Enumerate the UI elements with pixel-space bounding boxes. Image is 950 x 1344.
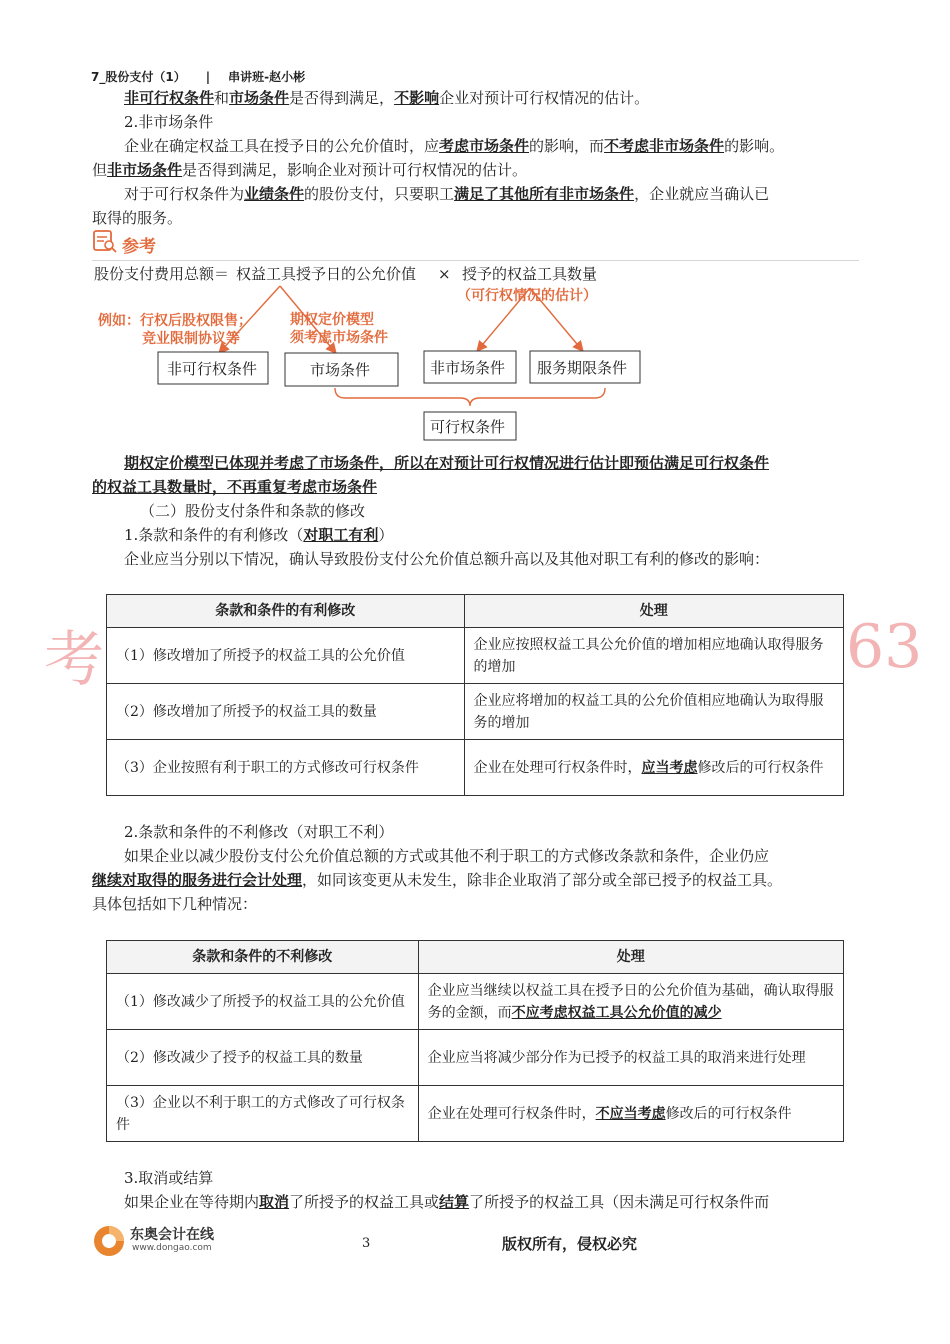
unfavorable-modification-table [106, 940, 844, 1142]
reference-label: 参考 [122, 237, 156, 257]
cell-treatment [418, 1086, 843, 1142]
model-line-2: 须考虑市场条件 [290, 330, 388, 346]
text: 是否得到满足， [289, 89, 395, 107]
text: 是否得到满足，影响企业对预计可行权情况的估计。 [182, 161, 528, 179]
note-line-2: 的权益工具数量时，不再重复考虑市场条件 [92, 478, 378, 496]
brand-name: 东奥会计在线 [130, 1227, 214, 1243]
sub-2-line-1: 如果企业以减少股份支付公允价值总额的方式或其他不利于职工的方式修改条款和条件，企业仍应 [124, 847, 770, 865]
term-no-effect: 不影响 [394, 89, 440, 107]
course-name: 串讲班-赵小彬 [228, 70, 306, 84]
section-2-title: 2.非市场条件 [124, 113, 214, 131]
sub-3-line-1 [124, 1190, 769, 1214]
text: 如果企业在等待期内 [124, 1193, 260, 1211]
watermark-right: 63 [846, 612, 923, 682]
text: 企业在处理可行权条件时， [427, 1105, 596, 1122]
reference-divider [92, 260, 859, 261]
table-row [107, 1030, 844, 1086]
term: 业绩条件 [244, 185, 305, 203]
cell-treatment [464, 628, 843, 684]
term: 对职工有利 [303, 526, 379, 544]
text: 了所授予的权益工具（因未满足可行权条件而 [469, 1193, 770, 1211]
text: 企业在处理可行权条件时， [473, 759, 642, 776]
para-2-line-2 [92, 158, 527, 182]
example-line-1: 例如：行权后股权限售； [98, 313, 252, 329]
cell-condition: （1）修改减少了所授予的权益工具的公允价值 [107, 974, 419, 1030]
vesting-diagram [90, 262, 650, 442]
text: 对于可行权条件为 [124, 185, 245, 203]
cell-treatment [418, 1030, 843, 1086]
column-header: 处理 [464, 595, 843, 628]
table-row [107, 740, 844, 796]
text: 的影响。 [724, 137, 785, 155]
text: ） [378, 526, 394, 544]
term: 考虑市场条件 [439, 137, 530, 155]
term: 不应当考虑 [595, 1105, 666, 1122]
text: 但 [92, 161, 108, 179]
text: 了所授予的权益工具或 [289, 1193, 440, 1211]
formula-fair-value: 权益工具授予日的公允价值 [236, 265, 417, 283]
page-header [91, 68, 305, 85]
page-number: 3 [362, 1236, 371, 1251]
cell-condition: （2）修改增加了所授予的权益工具的数量 [107, 684, 465, 740]
cell-treatment [418, 974, 843, 1030]
box-nonmarket-label: 非市场条件 [430, 359, 506, 377]
box-nonvesting-label: 非可行权条件 [167, 360, 258, 378]
text: 企业对预计可行权情况的估计。 [439, 89, 650, 107]
table-row [107, 974, 844, 1030]
term-market: 市场条件 [229, 89, 290, 107]
text: ，如同该变更从未发生，除非企业取消了部分或全部已授予的权益工具。 [302, 871, 783, 889]
sub-3-title: 3.取消或结算 [124, 1169, 214, 1187]
term: 结算 [439, 1193, 470, 1211]
text: 和 [214, 89, 230, 107]
footer-logo [92, 1222, 218, 1262]
text: 企业应将增加的权益工具的公允价值相应地确认为取得服务的增加 [473, 692, 824, 731]
text: 修改后的可行权条件 [697, 759, 824, 776]
intro-line-1 [124, 86, 649, 110]
cell-condition: （3）企业按照有利于职工的方式修改可行权条件 [107, 740, 465, 796]
column-header: 处理 [418, 941, 843, 974]
table-row [107, 684, 844, 740]
watermark-left: 考 [44, 625, 104, 695]
term: 满足了其他所有非市场条件 [454, 185, 635, 203]
cell-treatment [464, 684, 843, 740]
sub-2-title: 2.条款和条件的不利修改（对职工不利） [124, 823, 394, 841]
table-header-row [107, 941, 844, 974]
formula-quantity: 授予的权益工具数量 [462, 265, 598, 283]
copyright-notice: 版权所有，侵权必究 [502, 1235, 638, 1253]
formula-times: × [438, 265, 451, 283]
column-header: 条款和条件的不利修改 [107, 941, 419, 974]
box-market-label: 市场条件 [310, 361, 371, 379]
text: 企业应按照权益工具公允价值的增加相应地确认取得服务的增加 [473, 636, 824, 675]
text: 企业应当继续以权益工具在授予日的公允价值为基础，确认取得服务的金额，而 [427, 982, 834, 1021]
sub-2-line-2 [92, 868, 782, 892]
cell-condition: （3）企业以不利于职工的方式修改了可行权条件 [107, 1086, 419, 1142]
cell-condition: （1）修改增加了所授予的权益工具的公允价值 [107, 628, 465, 684]
favorable-modification-table [106, 594, 844, 796]
para-3-line-1 [124, 182, 769, 206]
note-line-1: 期权定价模型已体现并考虑了市场条件，所以在对预计可行权情况进行估计即预估满足可行权条件 [124, 454, 770, 472]
text: 企业在确定权益工具在授予日的公允价值时，应 [124, 137, 440, 155]
table-row [107, 1086, 844, 1142]
term: 非市场条件 [107, 161, 183, 179]
term: 继续对取得的服务进行会计处理 [92, 871, 303, 889]
model-line-1: 期权定价模型 [290, 312, 374, 328]
reference-icon [92, 229, 118, 253]
sub-1-desc: 企业应当分别以下情况，确认导致股份支付公允价值总额升高以及其他对职工有利的修改的影响： [124, 550, 770, 568]
table-header-row [107, 595, 844, 628]
table-row [107, 628, 844, 684]
text: 企业应当将减少部分作为已授予的权益工具的取消来进行处理 [427, 1049, 806, 1066]
grouping-brace [335, 388, 605, 406]
reference-marker [92, 229, 118, 257]
term: 不考虑非市场条件 [604, 137, 725, 155]
section-two-title: （二）股份支付条件和条款的修改 [140, 502, 366, 520]
cell-condition: （2）修改减少了授予的权益工具的数量 [107, 1030, 419, 1086]
header-divider: | [205, 70, 211, 84]
dongao-logo-icon [92, 1224, 126, 1258]
text: 1.条款和条件的有利修改（ [124, 526, 304, 544]
column-header: 条款和条件的有利修改 [107, 595, 465, 628]
text: ，企业就应当确认已 [634, 185, 770, 203]
term: 应当考虑 [641, 759, 698, 776]
chapter-title: 7_股份支付（1） [91, 70, 186, 84]
para-2-line-1 [124, 134, 784, 158]
estimate-note: （可行权情况的估计） [457, 288, 597, 304]
cell-treatment [464, 740, 843, 796]
term: 取消 [259, 1193, 290, 1211]
text: 修改后的可行权条件 [665, 1105, 792, 1122]
text: 的影响，而 [529, 137, 605, 155]
formula-left: 股份支付费用总额＝ [94, 265, 230, 283]
box-vesting-label: 可行权条件 [430, 418, 506, 436]
box-service-label: 服务期限条件 [537, 359, 628, 377]
para-3-line-2: 取得的服务。 [92, 209, 183, 227]
text: 的股份支付，只要职工 [304, 185, 455, 203]
example-line-2: 竞业限制协议等 [142, 331, 240, 347]
sub-2-line-3: 具体包括如下几种情况： [92, 895, 258, 913]
term: 不应考虑权益工具公允价值的减少 [511, 1004, 722, 1021]
sub-1-title [124, 523, 393, 547]
brand-url: www.dongao.com [132, 1243, 212, 1253]
term-nonvesting: 非可行权条件 [124, 89, 215, 107]
